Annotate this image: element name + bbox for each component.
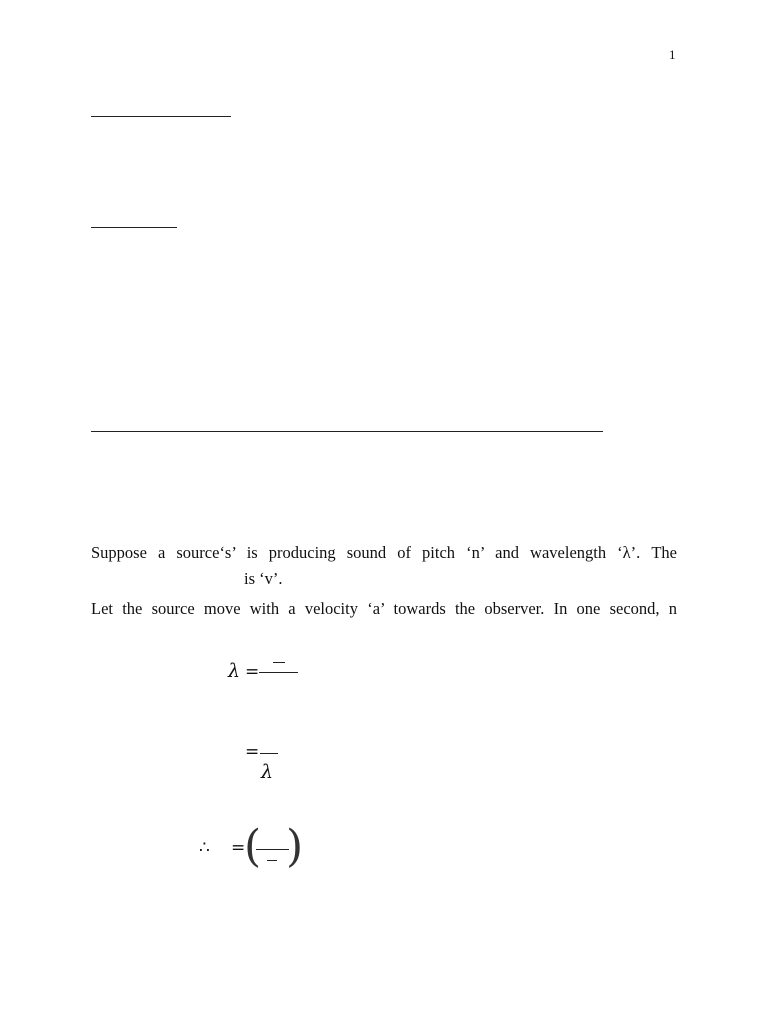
equation-3-right-paren: ) <box>286 821 304 872</box>
paragraph-1-line-1: Suppose a source‘s’ is producing sound of pitch ‘n’ and wavelength ‘λ’. The <box>91 543 677 562</box>
equation-3-denominator-mark <box>267 860 277 861</box>
equation-3-fraction-bar <box>256 849 289 850</box>
blank-heading-rule-1 <box>91 116 231 117</box>
equation-2-fraction-bar <box>260 753 278 754</box>
equation-1-fraction-bar <box>259 672 298 673</box>
page-number: 1 <box>669 47 676 62</box>
paragraph-1-line-2: is ‘v’. <box>244 569 283 588</box>
paragraph-2: Let the source move with a velocity ‘a’ towards the observer. In one second, n <box>91 599 677 618</box>
equation-3-equals: = <box>231 838 246 858</box>
blank-heading-rule-3 <box>91 431 603 432</box>
equation-3-therefore: ∴ <box>199 838 210 858</box>
equation-1-equals: = <box>245 662 260 682</box>
equation-1-lambda: λ <box>228 660 241 682</box>
equation-2-denominator-lambda: λ <box>261 761 274 783</box>
equation-2-equals: = <box>245 742 260 762</box>
equation-1-numerator-mark <box>273 662 285 663</box>
equation-3-left-paren: ( <box>244 821 262 872</box>
blank-heading-rule-2 <box>91 227 177 228</box>
